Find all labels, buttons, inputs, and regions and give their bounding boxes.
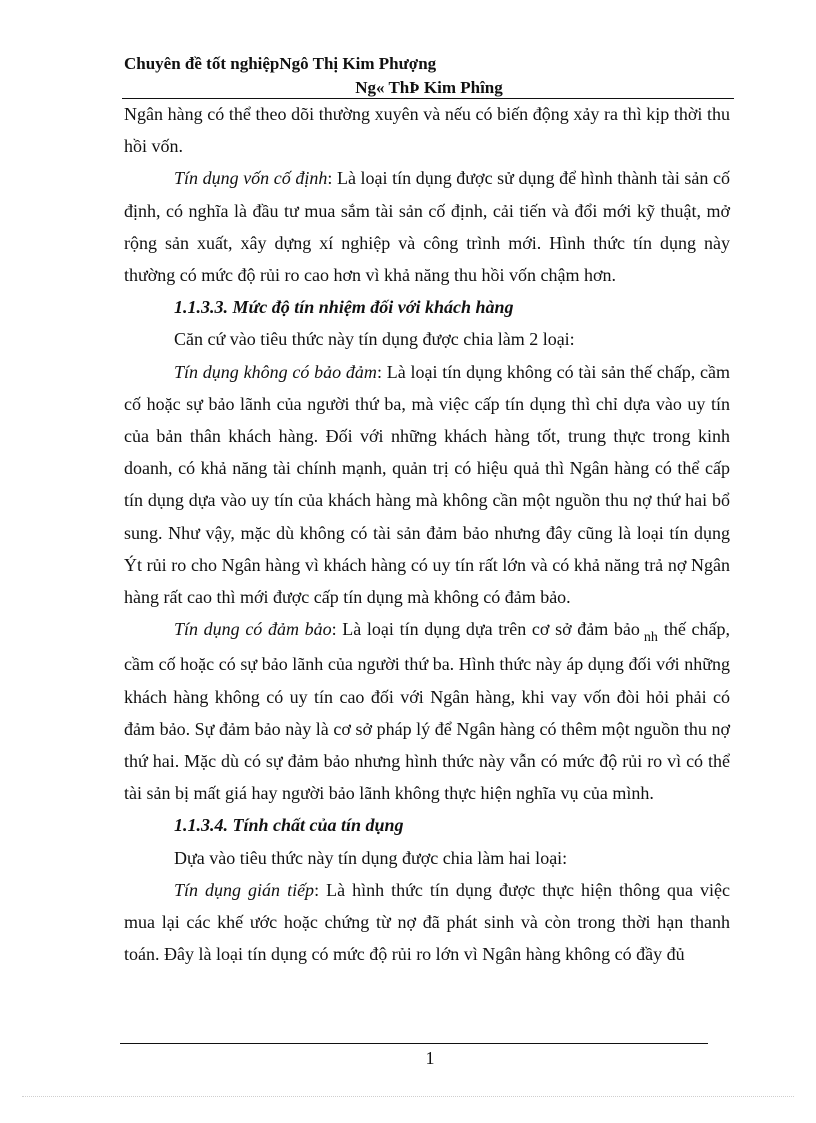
footer-divider xyxy=(120,1043,708,1044)
definition-secured-credit-part2: thế chấp, cầm cố hoặc có sự bảo lãnh của người thứ ba. Hình thức này áp dụng đối với những khách hàng không có uy tín cao đối với Ngân hàng, khi vay vốn đòi hỏi phải có đảm bảo. Sự đảm bảo này là cơ sở pháp lý để Ngân hàng có thêm một nguồn thu nợ thứ hai. Mặc dù có sự đảm bảo nhưng hình thức này vẫn có mức độ rủi ro vì có thể tài sản bị mất giá hay người bảo lãnh không thực hiện nghĩa vụ của mình. xyxy=(124,619,731,804)
page-number: 1 xyxy=(425,1048,435,1068)
stray-note-mark: nh xyxy=(643,630,658,646)
paragraph-nature-intro: Dựa vào tiêu thức này tín dụng được chia làm hai loại: xyxy=(174,847,568,868)
term-secured-credit: Tín dụng có đảm bảo xyxy=(174,619,332,640)
paragraph-unsecured-credit xyxy=(124,356,730,614)
section-heading-1133: 1.1.3.3. Mức độ tín nhiệm đối với khách hàng xyxy=(174,297,514,318)
term-fixed-capital-credit: Tín dụng vốn cố định xyxy=(174,168,328,189)
page-bottom-edge xyxy=(22,1096,794,1097)
paragraph-fixed-capital-credit xyxy=(124,162,730,291)
paragraph-continuation: Ngân hàng có thể theo dõi thường xuyên và nếu có biến động xảy ra thì kịp thời thu hồi vốn. xyxy=(124,104,730,157)
paragraph-classification-intro: Căn cứ vào tiêu thức này tín dụng được chia làm 2 loại: xyxy=(174,329,575,350)
definition-indirect-credit: : Là hình thức tín dụng được thực hiện thông qua việc mua lại các khế ước hoặc chứng từ nợ đã phát sinh và còn trong thời hạn thanh toán. Đây là loại tín dụng có mức độ rủi ro lớn vì Ngân hàng không có đầy đủ xyxy=(124,879,730,965)
term-indirect-credit: Tín dụng gián tiếp xyxy=(174,879,315,900)
header-author-line: Ng« ThÞ Kim Phîng xyxy=(355,78,503,97)
document-body xyxy=(124,98,730,970)
header-title-line: Chuyên đề tốt nghiệpNgô Thị Kim Phượng xyxy=(124,54,437,73)
definition-fixed-capital-credit: : Là loại tín dụng được sử dụng để hình thành tài sản cố định, có nghĩa là đầu tư mua sắm tài sản cố định, cải tiến và đổi mới kỹ thuật, mở rộng sản xuất, xây dựng xí nghiệp và công trình mới. Hình thức tín dụng này thường có mức độ rủi ro cao hơn vì khả năng thu hồi vốn chậm hơn. xyxy=(124,168,730,286)
definition-secured-credit-part1: : Là loại tín dụng dựa trên cơ sở đảm bảo xyxy=(331,619,640,640)
page-header xyxy=(124,52,734,100)
definition-unsecured-credit: : Là loại tín dụng không có tài sản thế chấp, cầm cố hoặc sự bảo lãnh của người thứ ba, mà việc cấp tín dụng thì chỉ dựa vào uy tín của bản thân khách hàng. Đối với những khách hàng tốt, trung thực trong kinh doanh, có khả năng tài chính mạnh, quản trị có hiệu quả thì Ngân hàng có thể cấp tín dụng dựa vào uy tín của khách hàng mà không cần một nguồn thu nợ thứ hai bổ sung. Như vậy, mặc dù không có tài sản đảm bảo nhưng đây cũng là loại tín dụng Ýt rủi ro cho Ngân hàng vì khách hàng có uy tín rất lớn và có khả năng trả nợ Ngân hàng rất cao thì mới được cấp tín dụng mà không có đảm bảo. xyxy=(124,361,730,608)
paragraph-secured-credit xyxy=(124,613,730,809)
paragraph-indirect-credit xyxy=(124,874,730,971)
term-unsecured-credit: Tín dụng không có bảo đảm xyxy=(174,361,377,382)
section-heading-1134: 1.1.3.4. Tính chất của tín dụng xyxy=(174,815,404,836)
